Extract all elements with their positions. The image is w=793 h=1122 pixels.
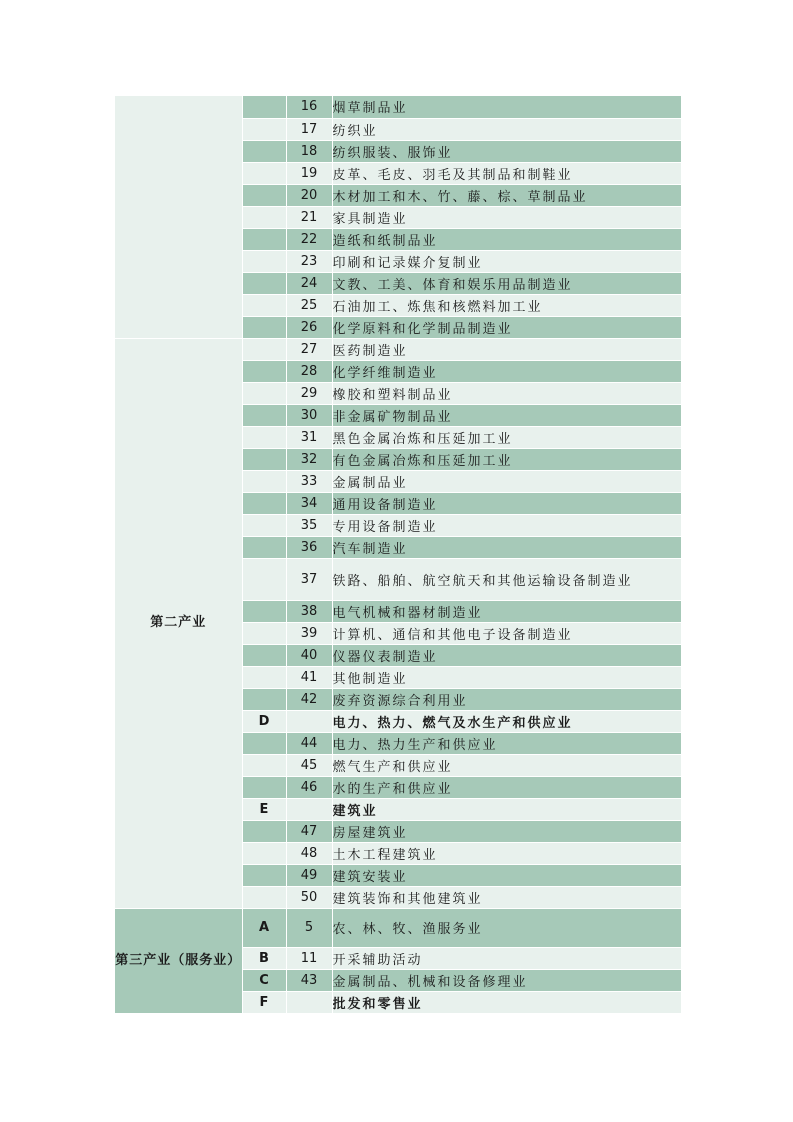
category-letter — [242, 162, 286, 184]
industry-code: 39 — [286, 622, 332, 644]
category-letter — [242, 536, 286, 558]
industry-name: 电力、热力、燃气及水生产和供应业 — [332, 710, 681, 732]
industry-code: 18 — [286, 140, 332, 162]
industry-code: 21 — [286, 206, 332, 228]
industry-code: 28 — [286, 360, 332, 382]
industry-code: 50 — [286, 886, 332, 908]
category-letter: B — [242, 947, 286, 969]
table-row — [115, 338, 681, 360]
industry-name: 电气机械和器材制造业 — [332, 600, 681, 622]
industry-name: 造纸和纸制品业 — [332, 228, 681, 250]
industry-name: 批发和零售业 — [332, 991, 681, 1013]
industry-name: 其他制造业 — [332, 666, 681, 688]
category-letter — [242, 776, 286, 798]
industry-name: 石油加工、炼焦和核燃料加工业 — [332, 294, 681, 316]
category-letter — [242, 492, 286, 514]
industry-name: 纺织业 — [332, 118, 681, 140]
category-letter — [242, 622, 286, 644]
industry-code: 27 — [286, 338, 332, 360]
industry-code: 47 — [286, 820, 332, 842]
industry-name: 土木工程建筑业 — [332, 842, 681, 864]
industry-code: 16 — [286, 96, 332, 118]
industry-code: 26 — [286, 316, 332, 338]
industry-name: 建筑安装业 — [332, 864, 681, 886]
industry-code: 22 — [286, 228, 332, 250]
industry-code: 48 — [286, 842, 332, 864]
category-letter — [242, 688, 286, 710]
category-letter — [242, 732, 286, 754]
industry-code: 37 — [286, 558, 332, 600]
category-letter — [242, 666, 286, 688]
industry-code: 32 — [286, 448, 332, 470]
industry-code: 35 — [286, 514, 332, 536]
category-letter — [242, 426, 286, 448]
industry-name: 水的生产和供应业 — [332, 776, 681, 798]
industry-code: 24 — [286, 272, 332, 294]
industry-name: 有色金属冶炼和压延加工业 — [332, 448, 681, 470]
industry-name: 黑色金属冶炼和压延加工业 — [332, 426, 681, 448]
industry-code: 46 — [286, 776, 332, 798]
industry-code — [286, 710, 332, 732]
category-letter — [242, 228, 286, 250]
category-letter — [242, 294, 286, 316]
industry-name: 农、林、牧、渔服务业 — [332, 908, 681, 947]
category-letter — [242, 118, 286, 140]
category-letter — [242, 864, 286, 886]
category-letter — [242, 754, 286, 776]
industry-name: 医药制造业 — [332, 338, 681, 360]
industry-code: 25 — [286, 294, 332, 316]
industry-name: 燃气生产和供应业 — [332, 754, 681, 776]
industry-code: 29 — [286, 382, 332, 404]
category-letter — [242, 206, 286, 228]
industry-name: 金属制品业 — [332, 470, 681, 492]
category-letter: D — [242, 710, 286, 732]
industry-name: 汽车制造业 — [332, 536, 681, 558]
industry-code: 31 — [286, 426, 332, 448]
industry-code: 30 — [286, 404, 332, 426]
category-letter — [242, 272, 286, 294]
industry-code: 38 — [286, 600, 332, 622]
category-letter: C — [242, 969, 286, 991]
industry-code: 33 — [286, 470, 332, 492]
category-letter — [242, 558, 286, 600]
industry-name: 通用设备制造业 — [332, 492, 681, 514]
category-letter — [242, 820, 286, 842]
category-letter: F — [242, 991, 286, 1013]
industry-name: 家具制造业 — [332, 206, 681, 228]
sector-cell-continued — [115, 96, 242, 338]
industry-name: 电力、热力生产和供应业 — [332, 732, 681, 754]
category-letter — [242, 250, 286, 272]
industry-code: 20 — [286, 184, 332, 206]
industry-code: 19 — [286, 162, 332, 184]
category-letter — [242, 382, 286, 404]
industry-name: 纺织服装、服饰业 — [332, 140, 681, 162]
industry-name: 木材加工和木、竹、藤、棕、草制品业 — [332, 184, 681, 206]
industry-code: 23 — [286, 250, 332, 272]
category-letter — [242, 184, 286, 206]
category-letter — [242, 448, 286, 470]
industry-name: 非金属矿物制品业 — [332, 404, 681, 426]
industry-name: 废弃资源综合利用业 — [332, 688, 681, 710]
industry-name: 计算机、通信和其他电子设备制造业 — [332, 622, 681, 644]
category-letter — [242, 316, 286, 338]
industry-name: 金属制品、机械和设备修理业 — [332, 969, 681, 991]
industry-name: 印刷和记录媒介复制业 — [332, 250, 681, 272]
industry-code: 41 — [286, 666, 332, 688]
industry-code: 42 — [286, 688, 332, 710]
sector-label-tertiary: 第三产业（服务业） — [115, 908, 242, 1013]
industry-name: 烟草制品业 — [332, 96, 681, 118]
category-letter — [242, 404, 286, 426]
category-letter — [242, 644, 286, 666]
industry-name: 化学原料和化学制品制造业 — [332, 316, 681, 338]
industry-name: 房屋建筑业 — [332, 820, 681, 842]
industry-code — [286, 991, 332, 1013]
table-row — [115, 96, 681, 118]
industry-name: 文教、工美、体育和娱乐用品制造业 — [332, 272, 681, 294]
industry-code: 49 — [286, 864, 332, 886]
industry-classification-table — [115, 96, 682, 1014]
sector-label-secondary: 第二产业 — [115, 338, 242, 908]
category-letter — [242, 470, 286, 492]
industry-name: 建筑装饰和其他建筑业 — [332, 886, 681, 908]
industry-name: 专用设备制造业 — [332, 514, 681, 536]
industry-code: 45 — [286, 754, 332, 776]
category-letter — [242, 886, 286, 908]
industry-code: 34 — [286, 492, 332, 514]
category-letter — [242, 600, 286, 622]
industry-name: 仪器仪表制造业 — [332, 644, 681, 666]
category-letter: E — [242, 798, 286, 820]
industry-name: 建筑业 — [332, 798, 681, 820]
category-letter — [242, 842, 286, 864]
category-letter — [242, 360, 286, 382]
industry-code: 11 — [286, 947, 332, 969]
industry-code: 36 — [286, 536, 332, 558]
industry-code: 5 — [286, 908, 332, 947]
industry-name: 开采辅助活动 — [332, 947, 681, 969]
category-letter: A — [242, 908, 286, 947]
industry-name: 化学纤维制造业 — [332, 360, 681, 382]
industry-name: 铁路、船舶、航空航天和其他运输设备制造业 — [332, 558, 681, 600]
category-letter — [242, 96, 286, 118]
industry-code: 17 — [286, 118, 332, 140]
industry-code — [286, 798, 332, 820]
industry-code: 43 — [286, 969, 332, 991]
category-letter — [242, 514, 286, 536]
category-letter — [242, 140, 286, 162]
category-letter — [242, 338, 286, 360]
industry-code: 44 — [286, 732, 332, 754]
table-row — [115, 908, 681, 947]
industry-name: 橡胶和塑料制品业 — [332, 382, 681, 404]
industry-name: 皮革、毛皮、羽毛及其制品和制鞋业 — [332, 162, 681, 184]
industry-code: 40 — [286, 644, 332, 666]
